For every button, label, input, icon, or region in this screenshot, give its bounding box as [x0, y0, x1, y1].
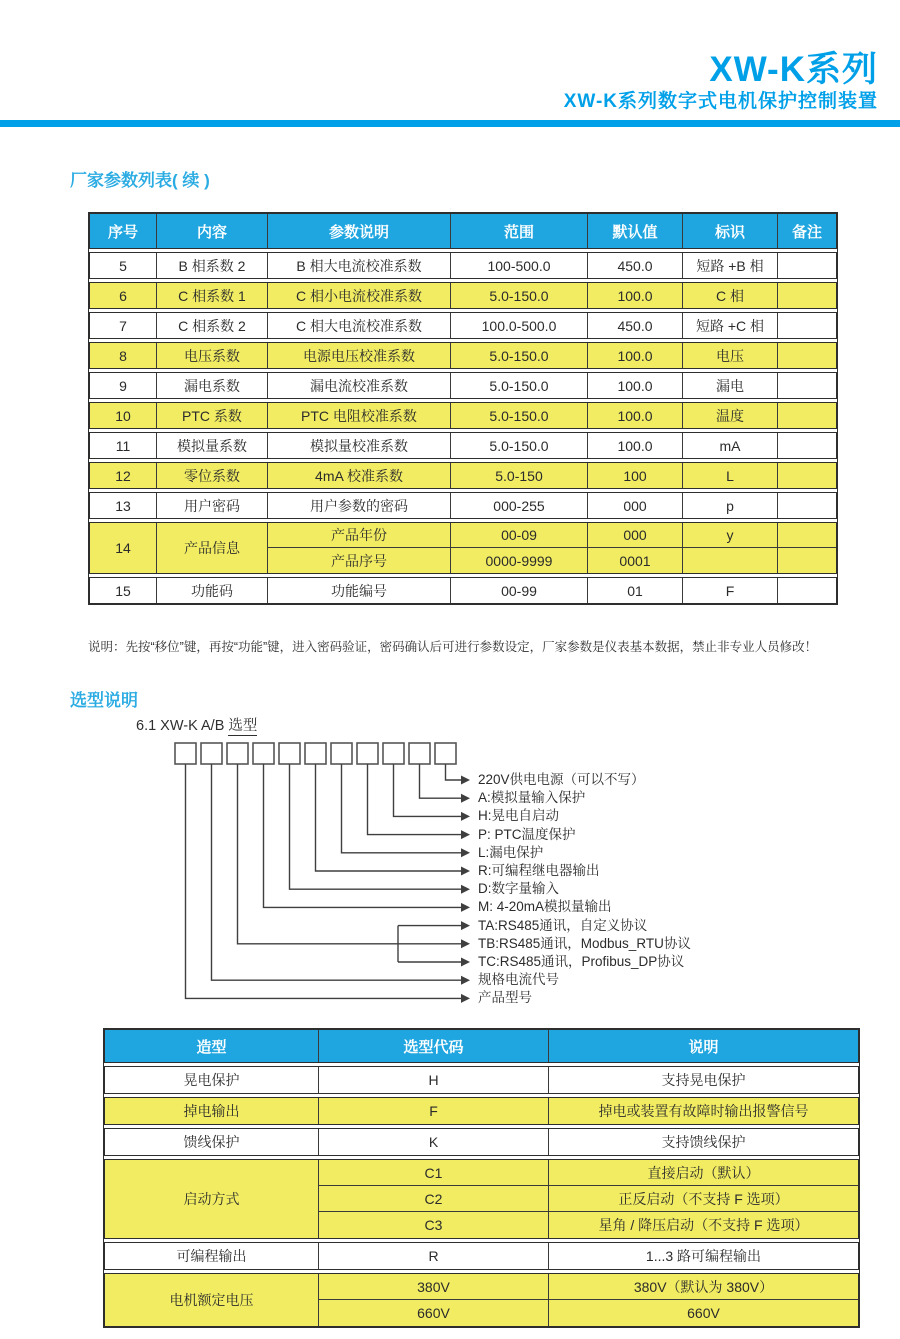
table-cell: C 相系数 1: [157, 283, 268, 308]
table-cell: 功能码: [157, 578, 268, 603]
table-cell: 漏电流校准系数: [268, 373, 451, 398]
table-cell: 8: [90, 343, 157, 368]
table-cell: 9: [90, 373, 157, 398]
table-cell: [778, 548, 836, 573]
arrow-icon: [461, 994, 470, 1003]
column-header: 范围: [451, 214, 588, 248]
table-cell: 漏电系数: [157, 373, 268, 398]
connector-line: [394, 764, 463, 816]
table-cell: 5.0-150.0: [451, 433, 588, 458]
table-cell: 5.0-150.0: [451, 373, 588, 398]
code-position-box: [357, 743, 378, 764]
table-cell: 450.0: [588, 253, 683, 278]
arrow-icon: [461, 885, 470, 894]
table-cell: 000: [588, 493, 683, 518]
table-row-group: [89, 577, 837, 604]
table-cell: 13: [90, 493, 157, 518]
table-cell: B 相系数 2: [157, 253, 268, 278]
table-cell: 支持馈线保护: [661, 1134, 746, 1150]
table-cell: 100.0: [588, 403, 683, 428]
connector-line: [420, 764, 463, 798]
table-row-group: [104, 1242, 859, 1270]
table-cell: [778, 578, 836, 603]
table-cell: 产品信息: [157, 523, 268, 573]
table-cell: 短路 +C 相: [683, 313, 778, 338]
table-cell: 14: [90, 523, 157, 573]
diagram-label: P: PTC温度保护: [478, 826, 576, 842]
table-row-group: [89, 252, 837, 279]
table-cell: B 相大电流校准系数: [268, 253, 451, 278]
diagram-label: TB:RS485通讯，Modbus_RTU协议: [478, 935, 691, 951]
table-cell: mA: [683, 433, 778, 458]
table-cell: 380V: [319, 1274, 549, 1300]
table-cell: 模拟量系数: [157, 433, 268, 458]
column-header: 序号: [90, 214, 157, 248]
table-cell: [683, 548, 778, 573]
table-cell: 380V（默认为 380V）: [549, 1274, 858, 1300]
table-cell: F: [683, 578, 778, 603]
connector-line: [186, 764, 463, 998]
doc-title: XW-K系列: [709, 50, 878, 89]
table-cell: 100.0: [588, 433, 683, 458]
table-cell: 正反启动（不支持 F 选项）: [549, 1186, 858, 1212]
table-cell: 产品年份: [268, 523, 451, 548]
code-position-box: [435, 743, 456, 764]
table-cell: R: [319, 1243, 549, 1269]
table-cell: 功能编号: [268, 578, 451, 603]
arrow-icon: [461, 976, 470, 985]
table-row-group: [89, 342, 837, 369]
connector-line: [446, 764, 463, 780]
table-cell: 00-99: [451, 578, 588, 603]
table-cell: 01: [588, 578, 683, 603]
arrow-icon: [461, 867, 470, 876]
table-cell: 掉电或装置有故障时输出报警信号: [598, 1103, 809, 1119]
connector-line: [212, 764, 463, 980]
table-cell: C 相大电流校准系数: [268, 313, 451, 338]
table-cell: 7: [90, 313, 157, 338]
arrow-icon: [461, 794, 470, 803]
table-cell: 产品序号: [268, 548, 451, 573]
table-cell: p: [683, 493, 778, 518]
code-position-box: [279, 743, 300, 764]
diagram-label: TC:RS485通讯，Profibus_DP协议: [478, 954, 685, 969]
connector-line: [238, 764, 463, 944]
table-cell: PTC 电阻校准系数: [268, 403, 451, 428]
table-cell: K: [319, 1129, 549, 1155]
table-header-row: [89, 213, 837, 249]
table-cell: 零位系数: [157, 463, 268, 488]
table-row-group: [89, 462, 837, 489]
subsection-title: [136, 714, 257, 735]
table-cell: 馈线保护: [105, 1129, 319, 1155]
table-cell: 5.0-150.0: [451, 403, 588, 428]
table-cell: [778, 403, 836, 428]
table-row-group: [104, 1066, 859, 1094]
table-cell: y: [683, 523, 778, 548]
table-cell: C1: [319, 1160, 549, 1186]
arrow-icon: [461, 776, 470, 785]
table-cell: 100.0: [588, 283, 683, 308]
diagram-label: D:数字量输入: [478, 881, 559, 897]
diagram-label: 220V供电电源（可以不写）: [478, 772, 645, 787]
connector-line: [316, 764, 463, 871]
diagram-label: 规格电流代号: [478, 972, 559, 988]
table-cell: [778, 373, 836, 398]
connector-line: [264, 764, 463, 907]
column-header: 标识: [683, 214, 778, 248]
table-cell: 支持晃电保护: [661, 1072, 746, 1088]
table-cell: 电源电压校准系数: [268, 343, 451, 368]
table-cell: 0000-9999: [451, 548, 588, 573]
connector-line: [368, 764, 463, 835]
table-cell: 450.0: [588, 313, 683, 338]
table-cell: 4mA 校准系数: [268, 463, 451, 488]
table-cell: 直接启动（默认）: [549, 1160, 858, 1186]
code-position-box: [305, 743, 326, 764]
table-cell: 晃电保护: [105, 1067, 319, 1093]
table-cell: [778, 313, 836, 338]
column-header: 造型: [105, 1030, 319, 1062]
diagram-label: M: 4-20mA模拟量输出: [478, 899, 612, 915]
table-cell: 温度: [683, 403, 778, 428]
arrow-icon: [461, 958, 470, 967]
column-header: 备注: [791, 223, 822, 241]
table-row-group: [89, 402, 837, 429]
table-cell: H: [319, 1067, 549, 1093]
table-cell: 用户密码: [157, 493, 268, 518]
table-cell: 掉电输出: [105, 1098, 319, 1124]
arrow-icon: [461, 830, 470, 839]
table-cell: C2: [319, 1186, 549, 1212]
table-cell: 可编程输出: [105, 1243, 319, 1269]
factory-params-table: [88, 212, 838, 605]
table-row-group: [104, 1097, 859, 1125]
table-row-group: [89, 372, 837, 399]
diagram-label: R:可编程继电器输出: [478, 863, 600, 878]
table-row-group: [89, 432, 837, 459]
table-cell: 星角 / 降压启动（不支持 F 选项）: [598, 1217, 809, 1233]
table-row-group: [89, 312, 837, 339]
table-cell: 0001: [588, 548, 683, 573]
column-header: 内容: [157, 214, 268, 248]
table-cell: C 相: [683, 283, 778, 308]
arrow-icon: [461, 921, 470, 930]
diagram-label: TA:RS485通讯，自定义协议: [478, 917, 648, 933]
table-cell: 100.0: [588, 373, 683, 398]
column-header: 选型代码: [319, 1030, 549, 1062]
table-cell: [778, 343, 836, 368]
table-cell: 100.0-500.0: [451, 313, 588, 338]
table-row-group: [104, 1128, 859, 1156]
doc-subtitle: XW-K系列数字式电机保护控制装置: [563, 91, 878, 112]
table-cell: [778, 283, 836, 308]
code-position-box: [253, 743, 274, 764]
code-position-box: [227, 743, 248, 764]
table-cell: 模拟量校准系数: [268, 433, 451, 458]
arrow-icon: [461, 903, 470, 912]
table-header-row: [104, 1029, 859, 1063]
section-heading-selection: 选型说明: [70, 691, 138, 710]
doc-header: [0, 0, 900, 127]
section-heading-factory-params: 厂家参数列表( 续 ): [70, 171, 210, 190]
table-cell: [778, 493, 836, 518]
code-position-box: [331, 743, 352, 764]
table-cell: 启动方式: [105, 1160, 319, 1238]
table-cell: 000: [588, 523, 683, 548]
table-cell: 00-09: [451, 523, 588, 548]
table-cell: 5.0-150.0: [451, 343, 588, 368]
table-cell: 用户参数的密码: [268, 493, 451, 518]
table-cell: 11: [90, 433, 157, 458]
connector-line: [342, 764, 463, 853]
table-cell: 电压: [683, 343, 778, 368]
table-cell: 6: [90, 283, 157, 308]
table-cell: F: [319, 1098, 549, 1124]
table-cell: 15: [90, 578, 157, 603]
table-cell: PTC 系数: [157, 403, 268, 428]
code-position-box: [409, 743, 430, 764]
diagram-label: H:晃电自启动: [478, 808, 559, 824]
column-header: 默认值: [588, 214, 683, 248]
table-cell: 5: [90, 253, 157, 278]
table-cell: 000-255: [451, 493, 588, 518]
table-row-group: [89, 282, 837, 309]
table-cell: [778, 433, 836, 458]
table-cell: C 相小电流校准系数: [268, 283, 451, 308]
table-cell: 100-500.0: [451, 253, 588, 278]
table-cell: 短路 +B 相: [683, 253, 778, 278]
table-cell: 100.0: [588, 343, 683, 368]
table-cell: 660V: [687, 1305, 720, 1321]
selection-table: [103, 1028, 860, 1328]
table-row-group: [104, 1159, 859, 1239]
table-cell: [778, 463, 836, 488]
diagram-label: 产品型号: [478, 990, 532, 1006]
table-cell: 电压系数: [157, 343, 268, 368]
diagram-label: L:漏电保护: [478, 844, 544, 860]
table-cell: L: [683, 463, 778, 488]
table-cell: 电机额定电压: [105, 1274, 319, 1326]
subsection-prefix: 6.1 XW-K A/B: [136, 718, 229, 734]
column-header: 参数说明: [268, 214, 451, 248]
table-cell: C3: [319, 1212, 549, 1238]
code-position-box: [383, 743, 404, 764]
diagram-label: A:模拟量输入保护: [478, 790, 586, 806]
model-selection-diagram: [170, 738, 790, 1018]
table-row-group: [89, 522, 837, 574]
column-header: 说明: [688, 1038, 719, 1056]
subsection-underlined: 选型: [228, 718, 258, 734]
table-cell: [778, 523, 836, 548]
code-position-box: [175, 743, 196, 764]
table-row-group: [104, 1273, 859, 1327]
table-cell: C 相系数 2: [157, 313, 268, 338]
table-cell: [778, 253, 836, 278]
table-cell: 5.0-150.0: [451, 283, 588, 308]
table-cell: 5.0-150: [451, 463, 588, 488]
table-cell: 12: [90, 463, 157, 488]
table-row-group: [89, 492, 837, 519]
code-position-box: [201, 743, 222, 764]
table-note: 说明：先按“移位”键，再按“功能”键，进入密码验证，密码确认后可进行参数设定，厂家参数是仪表基本数据，禁止非专业人员修改！: [88, 640, 818, 654]
arrow-icon: [461, 812, 470, 821]
arrow-icon: [461, 848, 470, 857]
table-cell: 1...3 路可编程输出: [645, 1248, 762, 1264]
header-accent-bar: [0, 120, 900, 127]
table-cell: 100: [588, 463, 683, 488]
arrow-icon: [461, 939, 470, 948]
table-cell: 漏电: [683, 373, 778, 398]
table-cell: 660V: [319, 1300, 549, 1326]
table-cell: 10: [90, 403, 157, 428]
